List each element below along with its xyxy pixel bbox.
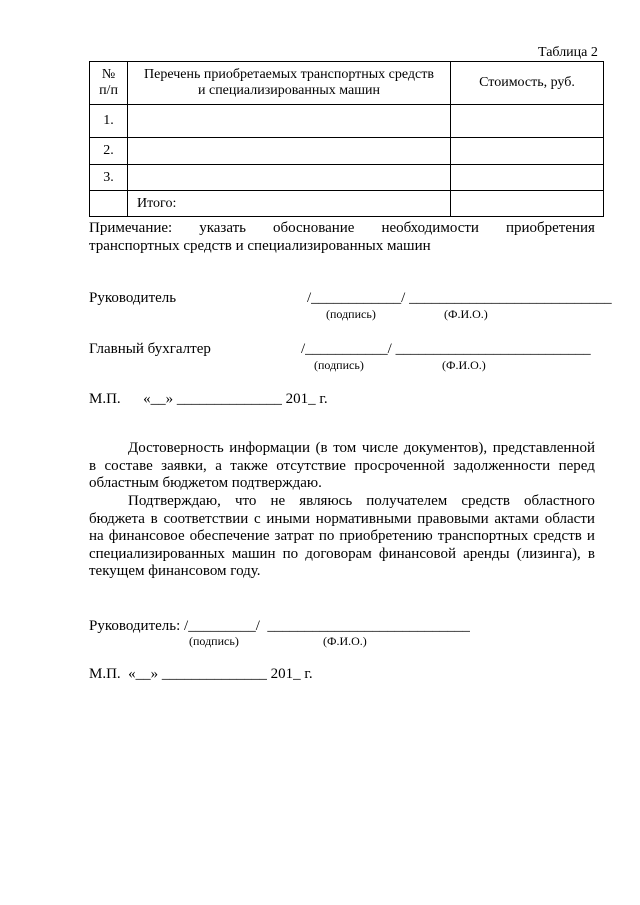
- row-cost-cell: [451, 105, 604, 138]
- paragraph-word: актами: [494, 510, 540, 527]
- stamp-date-line-2: М.П. «__» ______________ 201_ г.: [89, 666, 313, 682]
- para2-line-1: [89, 493, 595, 511]
- paragraph-word: (в: [315, 440, 328, 456]
- accountant-fio-caption: (Ф.И.О.): [442, 358, 486, 372]
- paragraph-word: в: [150, 510, 158, 527]
- table-caption: Таблица 2: [538, 45, 598, 60]
- paragraph-word: по: [282, 545, 299, 562]
- paragraph-word: не: [270, 493, 286, 509]
- paragraph-word: финансовое: [108, 528, 185, 544]
- paragraph-word: перед: [558, 457, 595, 474]
- paragraph-word: также: [230, 457, 268, 474]
- para1-line-2: [89, 458, 595, 476]
- row-item-cell: [128, 165, 451, 191]
- row-number: 2.: [90, 138, 128, 165]
- paragraph-word: Достоверность: [128, 440, 224, 456]
- para2-line-4: [89, 546, 595, 564]
- paragraph-word: средств: [533, 528, 582, 544]
- paragraph-word: аренды: [463, 545, 510, 562]
- total-label: Итого:: [128, 191, 451, 217]
- table-row: [90, 138, 604, 165]
- paragraph-word: специализированных: [89, 545, 225, 562]
- confirmation-paragraph-1: [89, 440, 595, 493]
- row-number: 3.: [90, 165, 128, 191]
- stamp-date-line: М.П. «__» ______________ 201_ г.: [89, 391, 328, 407]
- row-cost-cell: [451, 138, 604, 165]
- table-header-row: [90, 62, 604, 105]
- paragraph-word: являюсь: [299, 493, 353, 509]
- accountant-label: Главный бухгалтер: [89, 341, 211, 357]
- paragraph-word: иными: [266, 510, 311, 527]
- paragraph-word: отсутствие: [276, 457, 346, 474]
- vehicles-table: [89, 61, 604, 217]
- paragraph-word: финансовой: [378, 545, 456, 562]
- paragraph-word: получателем: [366, 493, 448, 509]
- head-sign-caption: (подпись): [326, 307, 376, 321]
- paragraph-word: что: [234, 493, 257, 509]
- header-num: № п/п: [90, 62, 128, 105]
- paragraph-word: информации: [229, 440, 310, 456]
- paragraph-word: в: [587, 545, 595, 562]
- paragraph-word: приобретению: [339, 528, 433, 544]
- paragraph-word: области: [544, 510, 595, 527]
- paragraph-word: и: [586, 528, 595, 544]
- paragraph-word: (лизинга),: [516, 545, 581, 562]
- paragraph-word: соответствии: [163, 510, 249, 527]
- accountant-signature-line: /___________/ __________________________: [301, 341, 591, 357]
- row-item-cell: [128, 105, 451, 138]
- table-total-row: [90, 191, 604, 217]
- paragraph-word: числе: [361, 440, 399, 456]
- head-signature-line: /____________/ ___________________________: [307, 290, 612, 306]
- bottom-fio-caption: (Ф.И.О.): [323, 634, 367, 648]
- note-line-1: Примечание: указать обоснование необходимости приобретения: [89, 220, 595, 236]
- head-fio-caption: (Ф.И.О.): [444, 307, 488, 321]
- row-number: 1.: [90, 105, 128, 138]
- header-cost: Стоимость, руб.: [451, 62, 604, 105]
- paragraph-word: просроченной: [354, 457, 445, 474]
- paragraph-word: с: [254, 510, 261, 527]
- paragraph-word: задолженности: [453, 457, 551, 474]
- paragraph-word: Подтверждаю,: [128, 493, 221, 509]
- paragraph-word: том: [333, 440, 357, 456]
- note-line-2: транспортных средств и специализированных машин: [89, 238, 431, 254]
- paragraph-word: заявки,: [161, 457, 207, 474]
- head-label: Руководитель: [89, 290, 177, 306]
- para1-line-3: областным бюджетом подтверждаю.: [89, 475, 322, 491]
- header-list: Перечень приобретаемых транспортных средств и специализированных машин: [128, 62, 451, 105]
- table-row: [90, 105, 604, 138]
- row-cost-cell: [451, 165, 604, 191]
- paragraph-word: бюджета: [89, 510, 145, 527]
- para2-line-2: [89, 511, 595, 529]
- paragraph-word: правовыми: [417, 510, 489, 527]
- paragraph-word: обеспечение: [189, 528, 270, 544]
- paragraph-word: нормативными: [315, 510, 412, 527]
- paragraph-word: а: [215, 457, 222, 474]
- paragraph-word: по: [318, 528, 335, 544]
- paragraph-word: составе: [104, 457, 153, 474]
- paragraph-word: транспортных: [437, 528, 529, 544]
- bottom-sign-caption: (подпись): [189, 634, 239, 648]
- accountant-sign-caption: (подпись): [314, 358, 364, 372]
- paragraph-word: затрат: [274, 528, 314, 544]
- paragraph-word: машин: [231, 545, 276, 562]
- para2-line-5: текущем финансовом году.: [89, 563, 261, 579]
- paragraph-word: средств: [461, 493, 510, 509]
- total-cost-cell: [451, 191, 604, 217]
- total-num-cell: [90, 191, 128, 217]
- bottom-signature-line: Руководитель: /_________/ ___________________________: [89, 618, 470, 634]
- paragraph-word: на: [89, 528, 104, 544]
- paragraph-word: договорам: [305, 545, 372, 562]
- paragraph-word: областного: [524, 493, 595, 509]
- confirmation-paragraph-2: [89, 493, 595, 581]
- row-item-cell: [128, 138, 451, 165]
- table-row: [90, 165, 604, 191]
- para1-line-1: [89, 440, 595, 458]
- note: [89, 219, 595, 255]
- paragraph-word: представленной: [492, 440, 595, 456]
- paragraph-word: документов),: [403, 440, 488, 456]
- paragraph-word: в: [89, 457, 97, 474]
- para2-line-3: [89, 528, 595, 546]
